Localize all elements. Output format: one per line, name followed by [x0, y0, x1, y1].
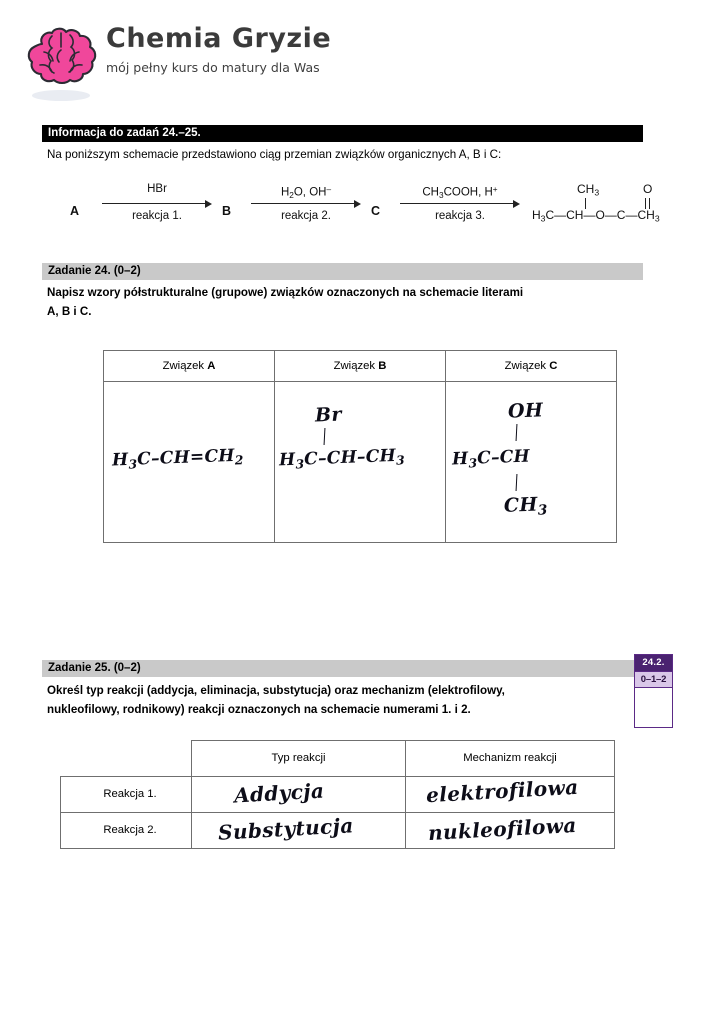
reaction-2-label: reakcja 2.: [281, 210, 331, 222]
reaction-scheme: [70, 182, 660, 244]
table-row: [61, 812, 615, 848]
handwritten-substituent-b: Br: [314, 403, 343, 427]
task-24-text-line-1: Napisz wzory półstrukturalne (grupowe) związków oznaczonych na schemacie literami: [47, 286, 524, 299]
handwritten-bond-c-bottom: [516, 474, 518, 491]
brand-text: [106, 22, 476, 76]
handwritten-typ-reakcji-1: Addycja: [233, 777, 325, 808]
handwritten-mechanizm-2: nukleofilowa: [427, 812, 578, 845]
reaction-1-label: reakcja 1.: [132, 210, 182, 222]
reaction-step-2: [247, 182, 365, 224]
compound-a-label: A: [70, 204, 80, 218]
reaction-3-label: reakcja 3.: [435, 210, 485, 222]
header-compound-b: [275, 351, 446, 382]
info-text: Na poniższym schemacie przedstawiono ciąg przemian związków organicznych A, B i C:: [47, 148, 502, 161]
answer-cell-typ-1[interactable]: [192, 776, 406, 812]
reaction-3-reagents: $CH_3COOH$, H+: [422, 185, 498, 200]
task-24-answer-table: [103, 350, 617, 543]
task-24-banner: Zadanie 24. (0–2): [42, 263, 643, 280]
header-b-letter: B: [378, 360, 387, 372]
brain-icon: [22, 24, 100, 104]
row-label-reakcja-1: Reakcja 1.: [61, 776, 192, 812]
header-a-letter: A: [207, 360, 216, 372]
answer-cell-b[interactable]: [275, 382, 446, 543]
product-backbone: $H_3C—CH—O—C—CH_3$: [532, 208, 660, 224]
reaction-2-arrow: [251, 198, 361, 208]
task-25-banner: Zadanie 25. (0–2): [42, 660, 643, 677]
handwritten-formula-b: $H_3C-CH-CH_3$: [278, 445, 406, 472]
header-c-letter: C: [549, 360, 558, 372]
answer-cell-c[interactable]: [446, 382, 617, 543]
handwritten-typ-reakcji-2: Substytucja: [217, 812, 355, 845]
row-label-reakcja-2: Reakcja 2.: [61, 812, 192, 848]
reaction-1-arrow: [102, 198, 212, 208]
header-c-prefix: Związek: [504, 360, 550, 372]
header-corner-blank: [61, 741, 192, 777]
site-header: [22, 22, 482, 106]
reaction-1-reagents: HBr: [147, 183, 167, 195]
handwritten-hydroxyl-c: OH: [507, 399, 544, 423]
task-24-text-line-2: A, B i C.: [47, 305, 92, 318]
table-header-row: [61, 741, 615, 777]
site-tagline: mój pełny kurs do matury dla Was: [106, 60, 320, 75]
reaction-2-reagents: $H_2O$, OH–: [280, 185, 332, 200]
header-compound-a: [104, 351, 275, 382]
score-box: [634, 654, 673, 728]
handwritten-formula-c: $H_3C-CH$: [451, 446, 531, 471]
header-compound-c: [446, 351, 617, 382]
reaction-step-3: [396, 182, 524, 224]
site-title: Chemia Gryzie: [106, 23, 332, 54]
compound-c-label: C: [371, 204, 381, 218]
logo-shadow: [32, 90, 90, 101]
answer-cell-a[interactable]: [104, 382, 275, 543]
score-task-number: 24.2.: [635, 655, 672, 671]
compound-b-label: B: [222, 204, 232, 218]
handwritten-formula-a: $H_3C-CH=CH_2$: [111, 445, 244, 472]
product-methyl-branch: $CH_3$: [577, 182, 600, 198]
score-entry-field[interactable]: [635, 688, 672, 727]
answer-cell-typ-2[interactable]: [192, 812, 406, 848]
table-row: [61, 776, 615, 812]
task-25-text-line-1: Określ typ reakcji (addycja, eliminacja, substytucja) oraz mechanizm (elektrofilowy,: [47, 684, 505, 697]
table-row: [104, 382, 617, 543]
task-25-text-line-2: nukleofilowy, rodnikowy) reakcji oznaczonych na schemacie numerami 1. i 2.: [47, 703, 471, 716]
handwritten-bond-c-top: [516, 424, 518, 441]
info-banner: Informacja do zadań 24.–25.: [42, 125, 643, 142]
handwritten-mechanizm-1: elektrofilowa: [425, 774, 580, 807]
score-points-scale: 0–1–2: [635, 671, 672, 688]
reaction-3-arrow: [400, 198, 520, 208]
header-mechanizm-reakcji: Mechanizm reakcji: [406, 741, 615, 777]
handwritten-methyl-c: $CH_3$: [503, 493, 548, 519]
reaction-step-1: [98, 182, 216, 224]
header-b-prefix: Związek: [333, 360, 379, 372]
task-25-answer-table: [60, 740, 615, 849]
handwritten-bond-b: [324, 428, 326, 445]
header-a-prefix: Związek: [162, 360, 208, 372]
header-typ-reakcji: Typ reakcji: [192, 741, 406, 777]
product-carbonyl-oxygen: O: [643, 182, 653, 196]
product-structure: [532, 182, 692, 244]
answer-cell-mechanizm-2[interactable]: [406, 812, 615, 848]
answer-cell-mechanizm-1[interactable]: [406, 776, 615, 812]
table-header-row: [104, 351, 617, 382]
